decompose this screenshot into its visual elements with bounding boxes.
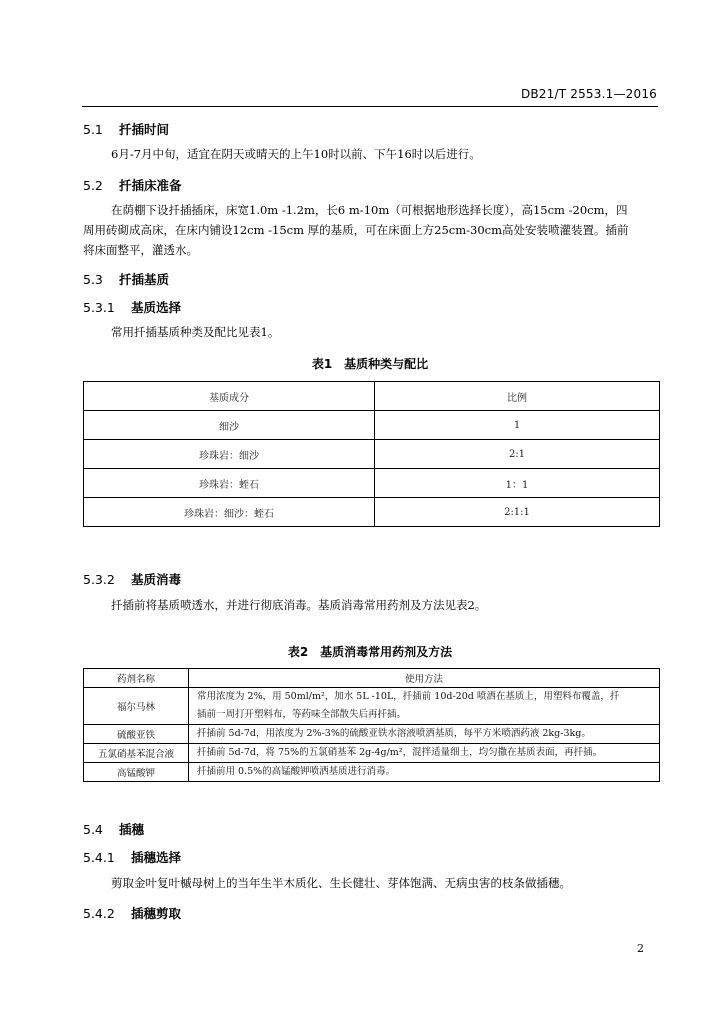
section-heading-5-4-2 (83, 904, 181, 922)
table-cell: 珍珠岩：蛭石 (84, 469, 375, 498)
table-header-cell: 药剂名称 (84, 669, 189, 688)
section-number: 5.4.2 (83, 906, 115, 921)
section-title: 基质消毒 (131, 572, 182, 587)
table-cell: 珍珠岩：细沙 (84, 440, 375, 469)
section-title: 插穗剪取 (131, 906, 182, 921)
table-cell: 五氯硝基苯混合液 (84, 744, 189, 763)
table-cell-line: 插前一周打开塑料布，等药味全部散失后再扦插。 (197, 709, 407, 720)
section-number: 5.4.1 (83, 850, 115, 865)
table-cell: 福尔马林 (84, 688, 189, 725)
paragraph-5-1: 6月-7月中旬，适宜在阴天或晴天的上午10时以前、下午16时以后进行。 (111, 147, 481, 161)
section-heading-5-3-1 (83, 298, 181, 316)
section-heading-5-1 (83, 120, 169, 138)
table-header-row (84, 669, 660, 688)
paragraph-5-3-2: 扦插前将基质喷透水，并进行彻底消毒。基质消毒常用药剂及方法见表2。 (111, 598, 487, 612)
paragraph-5-2-line-2: 周用砖砌成高床，在床内铺设12cm -15cm 厚的基质，可在床面上方25cm-30cm高处安装喷灌装置。插前 (83, 223, 629, 237)
section-title: 插穗选择 (131, 850, 182, 865)
section-number: 5.4 (83, 822, 103, 837)
table-cell: 扦插前 5d-7d，用浓度为 2%-3%的硫酸亚铁水溶液喷洒基质，每平方米喷洒药液 2kg-3kg。 (189, 725, 660, 744)
table-row (84, 411, 660, 440)
table-cell: 扦插前用 0.5%的高锰酸钾喷洒基质进行消毒。 (189, 763, 660, 782)
table-1 (83, 381, 660, 527)
paragraph-5-4-1: 剪取金叶复叶槭母树上的当年生半木质化、生长健壮、芽体饱满、无病虫害的枝条做插穗。 (111, 876, 571, 890)
table-2-title: 表2 基质消毒常用药剂及方法 (287, 645, 453, 659)
table-row (84, 725, 660, 744)
document-code: DB21/T 2553.1—2016 (520, 87, 657, 101)
header-rule (82, 106, 658, 107)
table-cell: 细沙 (84, 411, 375, 440)
table-row (84, 688, 660, 725)
table-row (84, 498, 660, 527)
section-number: 5.3.2 (83, 572, 115, 587)
section-title: 基质选择 (131, 300, 182, 315)
table-1-title: 表1 基质种类与配比 (311, 357, 429, 371)
section-heading-5-3-2 (83, 570, 181, 588)
section-title: 插穗 (119, 822, 145, 837)
section-title: 扦插床准备 (119, 178, 182, 193)
section-number: 5.3 (83, 272, 103, 287)
table-header-cell: 基质成分 (84, 382, 375, 411)
table-header-cell: 比例 (375, 382, 660, 411)
table-row (84, 440, 660, 469)
table-cell: 硫酸亚铁 (84, 725, 189, 744)
section-heading-5-2 (83, 176, 182, 194)
table-cell-line: 常用浓度为 2%，用 50ml/m²，加水 5L -10L，扦插前 10d-20d 喷洒在基质上，用塑料布覆盖，扦 (197, 691, 620, 702)
section-title: 扦插时间 (119, 122, 170, 137)
paragraph-5-2-line-3: 将床面整平，灌透水。 (83, 243, 198, 257)
paragraph-5-2-line-1: 在荫棚下设扦插插床，床宽1.0m -1.2m，长6 m-10m（可根据地形选择长度），高15cm -20cm，四 (111, 203, 628, 217)
section-number: 5.2 (83, 178, 103, 193)
table-header-cell: 使用方法 (189, 669, 660, 688)
table-row (84, 744, 660, 763)
page-number: 2 (637, 942, 644, 955)
table-cell: 扦插前 5d-7d，将 75%的五氯硝基苯 2g-4g/m²，混拌适量细土，均匀撒在基质表面，再扦插。 (189, 744, 660, 763)
section-number: 5.3.1 (83, 300, 115, 315)
table-cell: 珍珠岩：细沙：蛭石 (84, 498, 375, 527)
table-2 (83, 668, 660, 782)
table-cell: 1 (375, 411, 660, 440)
table-cell: 2:1:1 (375, 498, 660, 527)
paragraph-5-3-1: 常用扦插基质种类及配比见表1。 (111, 325, 280, 339)
section-heading-5-4-1 (83, 848, 181, 866)
table-row (84, 469, 660, 498)
table-cell: 高锰酸钾 (84, 763, 189, 782)
table-cell: 2:1 (375, 440, 660, 469)
section-number: 5.1 (83, 122, 103, 137)
table-cell: 1：1 (375, 469, 660, 498)
table-row (84, 763, 660, 782)
table-cell (189, 688, 660, 725)
table-header-row (84, 382, 660, 411)
section-heading-5-4 (83, 820, 144, 838)
section-title: 扦插基质 (119, 272, 170, 287)
section-heading-5-3 (83, 270, 169, 288)
